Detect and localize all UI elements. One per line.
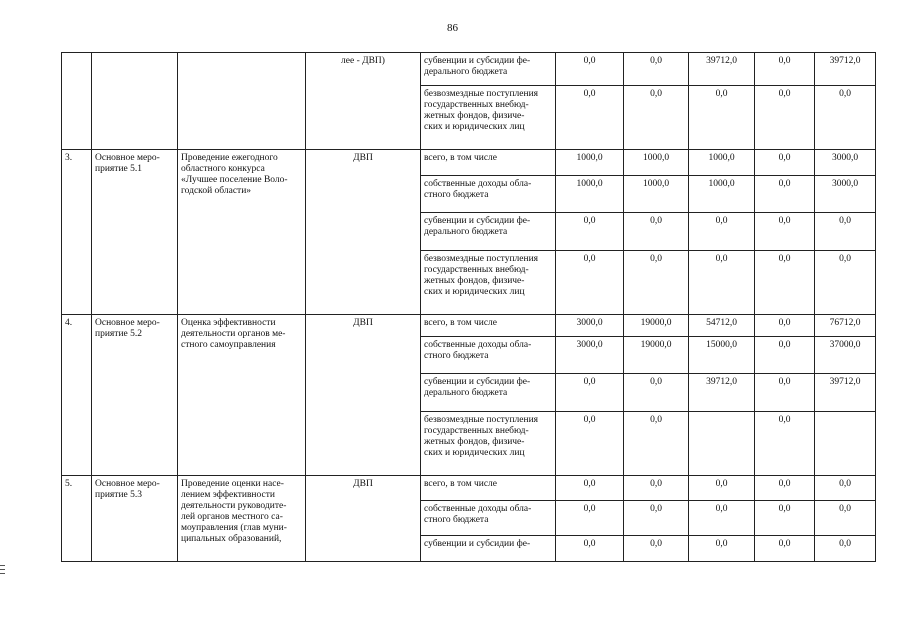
value-cell: 1000,0	[624, 150, 689, 176]
value-cell: 0,0	[815, 251, 876, 315]
executor-cell: ДВП	[306, 315, 421, 476]
value-cell: 37000,0	[815, 337, 876, 374]
value-cell: 0,0	[556, 251, 624, 315]
value-cell: 1000,0	[556, 150, 624, 176]
value-cell: 0,0	[624, 53, 689, 86]
value-cell: 0,0	[755, 150, 815, 176]
value-cell: 0,0	[624, 86, 689, 150]
value-cell: 0,0	[689, 251, 755, 315]
measure-name-cell: Основное меро- приятие 5.1	[92, 150, 178, 315]
value-cell: 0,0	[689, 213, 755, 251]
row-number-cell	[62, 53, 92, 150]
value-cell: 0,0	[815, 476, 876, 501]
value-cell: 1000,0	[689, 176, 755, 213]
value-cell: 0,0	[624, 251, 689, 315]
row-number-cell: 5.	[62, 476, 92, 562]
value-cell	[815, 412, 876, 476]
value-cell: 0,0	[689, 501, 755, 536]
value-cell: 1000,0	[624, 176, 689, 213]
funding-source-cell: безвозмездные поступления государственных внебюд- жетных фондов, физиче- ских и юридических лиц	[421, 412, 556, 476]
value-cell: 0,0	[755, 536, 815, 562]
value-cell: 3000,0	[815, 176, 876, 213]
measure-description-cell: Проведение ежегодного областного конкурса «Лучшее поселение Воло- годской области»	[178, 150, 306, 315]
value-cell: 0,0	[815, 86, 876, 150]
value-cell: 1000,0	[556, 176, 624, 213]
funding-source-cell: субвенции и субсидии фе- дерального бюджета	[421, 53, 556, 86]
funding-source-cell: субвенции и субсидии фе- дерального бюджета	[421, 213, 556, 251]
value-cell: 0,0	[556, 476, 624, 501]
value-cell: 0,0	[689, 86, 755, 150]
funding-source-cell: всего, в том числе	[421, 315, 556, 337]
table-row	[62, 150, 876, 176]
measure-name-cell	[92, 53, 178, 150]
value-cell: 0,0	[755, 315, 815, 337]
executor-cell: ДВП	[306, 476, 421, 562]
value-cell: 3000,0	[556, 315, 624, 337]
value-cell: 0,0	[815, 213, 876, 251]
row-number-cell: 4.	[62, 315, 92, 476]
measure-description-cell	[178, 53, 306, 150]
table-row	[62, 476, 876, 501]
value-cell: 0,0	[556, 536, 624, 562]
funding-source-cell: субвенции и субсидии фе-	[421, 536, 556, 562]
value-cell: 0,0	[556, 53, 624, 86]
value-cell: 39712,0	[815, 374, 876, 412]
value-cell: 3000,0	[815, 150, 876, 176]
measure-name-cell: Основное меро- приятие 5.3	[92, 476, 178, 562]
value-cell: 0,0	[755, 86, 815, 150]
funding-source-cell: собственные доходы обла- стного бюджета	[421, 501, 556, 536]
table-row	[62, 53, 876, 86]
value-cell: 0,0	[755, 412, 815, 476]
funding-source-cell: собственные доходы обла- стного бюджета	[421, 176, 556, 213]
value-cell: 0,0	[556, 213, 624, 251]
value-cell: 0,0	[556, 86, 624, 150]
budget-table	[61, 52, 876, 562]
funding-source-cell: всего, в том числе	[421, 476, 556, 501]
value-cell: 15000,0	[689, 337, 755, 374]
value-cell	[689, 412, 755, 476]
value-cell: 19000,0	[624, 315, 689, 337]
value-cell: 0,0	[624, 501, 689, 536]
value-cell: 3000,0	[556, 337, 624, 374]
value-cell: 0,0	[815, 501, 876, 536]
measure-description-cell: Оценка эффективности деятельности органов ме- стного самоуправления	[178, 315, 306, 476]
funding-source-cell: безвозмездные поступления государственных внебюд- жетных фондов, физиче- ских и юридических лиц	[421, 251, 556, 315]
value-cell: 0,0	[556, 501, 624, 536]
value-cell: 1000,0	[689, 150, 755, 176]
value-cell: 0,0	[624, 476, 689, 501]
funding-source-cell: собственные доходы обла- стного бюджета	[421, 337, 556, 374]
value-cell: 0,0	[755, 476, 815, 501]
value-cell: 0,0	[624, 536, 689, 562]
value-cell: 0,0	[689, 536, 755, 562]
value-cell: 0,0	[755, 251, 815, 315]
value-cell: 0,0	[556, 412, 624, 476]
value-cell: 0,0	[755, 501, 815, 536]
table-row	[62, 315, 876, 337]
measure-description-cell: Проведение оценки насе- лением эффективности деятельности руководите- лей органов местного са- моуправления (глав муни- ципальных образований,	[178, 476, 306, 562]
funding-source-cell: безвозмездные поступления государственных внебюд- жетных фондов, физиче- ских и юридических лиц	[421, 86, 556, 150]
measure-name-cell: Основное меро- приятие 5.2	[92, 315, 178, 476]
funding-source-cell: субвенции и субсидии фе- дерального бюджета	[421, 374, 556, 412]
page-number: 86	[447, 22, 458, 34]
value-cell: 0,0	[624, 213, 689, 251]
value-cell: 0,0	[755, 337, 815, 374]
funding-source-cell: всего, в том числе	[421, 150, 556, 176]
value-cell: 0,0	[755, 213, 815, 251]
value-cell: 0,0	[689, 476, 755, 501]
value-cell: 19000,0	[624, 337, 689, 374]
value-cell: 39712,0	[815, 53, 876, 86]
row-number-cell: 3.	[62, 150, 92, 315]
value-cell: 0,0	[556, 374, 624, 412]
edge-marks	[0, 565, 6, 585]
executor-cell: лее - ДВП)	[306, 53, 421, 150]
value-cell: 54712,0	[689, 315, 755, 337]
executor-cell: ДВП	[306, 150, 421, 315]
value-cell: 39712,0	[689, 53, 755, 86]
value-cell: 0,0	[815, 536, 876, 562]
value-cell: 0,0	[755, 374, 815, 412]
value-cell: 0,0	[755, 53, 815, 86]
value-cell: 0,0	[755, 176, 815, 213]
value-cell: 0,0	[624, 374, 689, 412]
value-cell: 39712,0	[689, 374, 755, 412]
value-cell: 76712,0	[815, 315, 876, 337]
value-cell: 0,0	[624, 412, 689, 476]
